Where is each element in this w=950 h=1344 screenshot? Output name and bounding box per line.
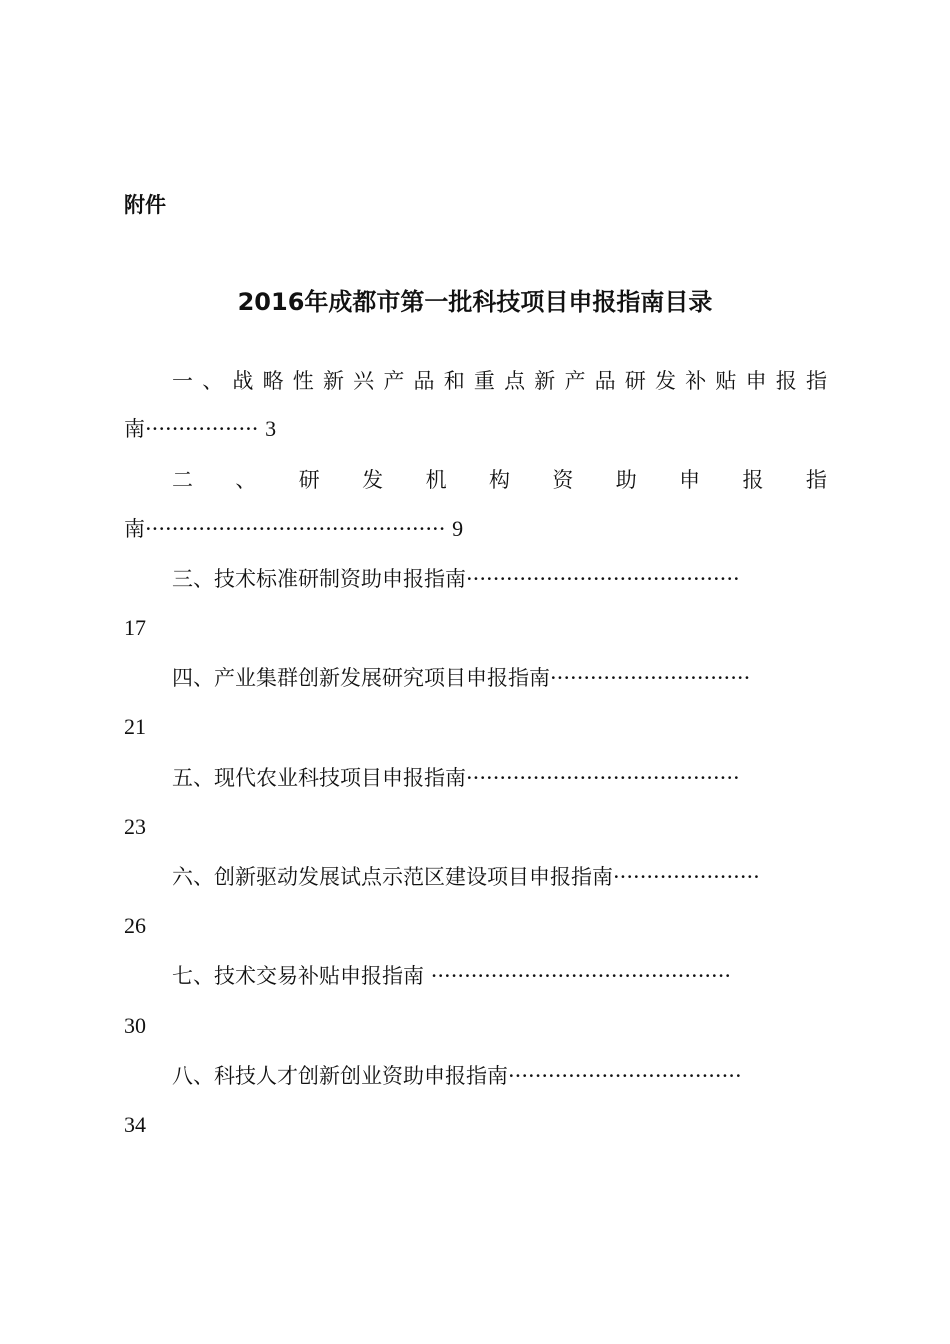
toc-leader-dots: ·············································	[430, 964, 732, 988]
toc-entry-8-line1	[172, 1061, 827, 1091]
toc-entry-5-line1	[172, 763, 827, 793]
toc-entry-3-page: 17	[124, 615, 146, 640]
toc-leader-dots: ···································	[508, 1064, 742, 1088]
toc-char: 申	[745, 369, 767, 393]
toc-page-number: 9	[452, 516, 464, 541]
toc-leader-dots: ·········································	[466, 766, 740, 790]
toc-char: 发	[362, 468, 384, 492]
toc-char: 贴	[715, 369, 737, 393]
toc-entry-label: 五、现代农业科技项目申报指南	[172, 766, 466, 790]
toc-char: 报	[742, 468, 764, 492]
toc-char: 研	[624, 369, 646, 393]
toc-entry-5-page: 23	[124, 814, 146, 839]
toc-entry-label: 三、技术标准研制资助申报指南	[172, 567, 466, 591]
toc-leader-dots: ·········································	[466, 567, 740, 591]
toc-char: 机	[425, 468, 447, 492]
toc-char: 指	[805, 468, 827, 492]
toc-char: 助	[615, 468, 637, 492]
toc-leader-dots: ······················	[613, 865, 760, 889]
toc-char: 申	[679, 468, 701, 492]
toc-leader-dots: ·················	[145, 417, 259, 441]
toc-entry-label: 六、创新驱动发展试点示范区建设项目申报指南	[172, 865, 613, 889]
toc-char: 报	[775, 369, 797, 393]
toc-entry-4-line1	[172, 663, 827, 693]
toc-page-number: 3	[265, 416, 277, 441]
toc-char: 重	[473, 369, 495, 393]
toc-char: 性	[292, 369, 314, 393]
toc-char: 和	[443, 369, 465, 393]
toc-entry-6-line1	[172, 862, 827, 892]
toc-entry-1-line2	[124, 414, 276, 444]
toc-char: 、	[202, 369, 224, 393]
toc-char: 品	[594, 369, 616, 393]
toc-char: 略	[262, 369, 284, 393]
toc-char: 补	[685, 369, 707, 393]
toc-entry-6-page: 26	[124, 913, 146, 938]
toc-entry-1-line1	[172, 366, 827, 396]
toc-char: 构	[488, 468, 510, 492]
toc-leader-dots: ·············································	[145, 517, 446, 541]
toc-char: 指	[805, 369, 827, 393]
toc-char: 一	[172, 369, 193, 393]
toc-entry-4-page: 21	[124, 714, 146, 739]
attachment-label: 附件	[124, 193, 166, 217]
toc-entry-7-page: 30	[124, 1013, 146, 1038]
toc-leader-dots: ······························	[550, 666, 751, 690]
toc-char: 点	[504, 369, 526, 393]
toc-char: 新	[322, 369, 344, 393]
toc-entry-2-line2	[124, 514, 463, 544]
toc-entry-8-page: 34	[124, 1112, 146, 1137]
toc-entry-label: 四、产业集群创新发展研究项目申报指南	[172, 666, 550, 690]
toc-char: 、	[235, 468, 257, 492]
toc-entry-7-line1	[172, 961, 827, 991]
toc-entry-label: 八、科技人才创新创业资助申报指南	[172, 1064, 508, 1088]
toc-char: 品	[413, 369, 435, 393]
toc-char: 战	[232, 369, 254, 393]
toc-entry-3-line1	[172, 564, 827, 594]
toc-char: 二	[172, 468, 193, 492]
toc-char: 新	[534, 369, 556, 393]
toc-char: 发	[655, 369, 676, 393]
toc-entry-label: 七、技术交易补贴申报指南	[172, 964, 431, 988]
toc-title: 2016年成都市第一批科技项目申报指南目录	[237, 288, 713, 316]
toc-char: 兴	[353, 369, 375, 393]
toc-char: 产	[383, 369, 405, 393]
toc-entry-2-line1	[172, 465, 827, 495]
toc-entry-2-tail: 南	[124, 517, 145, 541]
toc-char: 资	[552, 468, 574, 492]
toc-char: 产	[564, 369, 586, 393]
toc-entry-1-tail: 南	[124, 417, 145, 441]
toc-char: 研	[298, 468, 320, 492]
